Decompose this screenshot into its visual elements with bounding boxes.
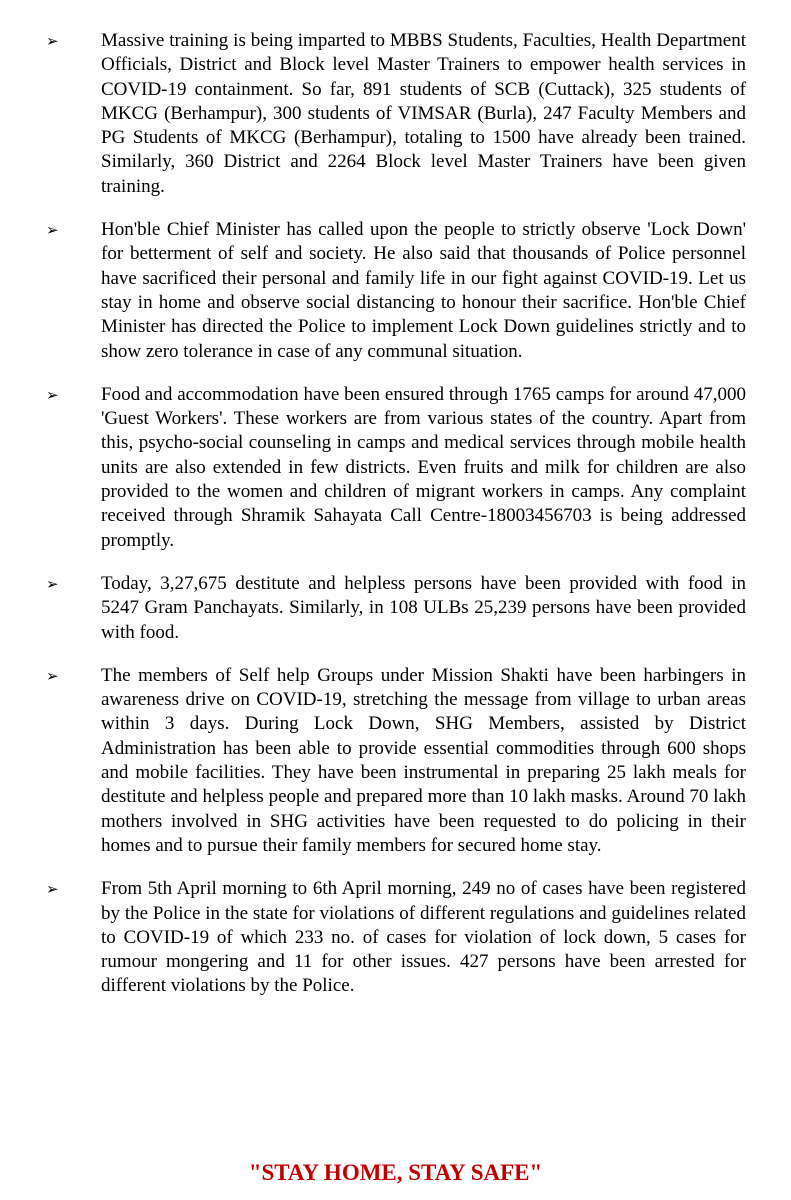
arrow-bullet-icon: ➢	[46, 221, 59, 240]
bullet-text: The members of Self help Groups under Mission Shakti have been harbingers in awareness drive on COVID-19, stretching the message from village to urban areas within 3 days. During Lock Down, SHG Members, assisted by District Administration has been able to provide essential commodities through 600 shops and mobile facilities. They have been instrumental in preparing 25 lakh meals for destitute and helpless people and prepared more than 10 lakh masks. Around 70 lakh mothers involved in SHG activities have been requested to do policing in their homes and to pursue their family members for secured home stay.	[101, 664, 746, 856]
bullet-text: Hon'ble Chief Minister has called upon the people to strictly observe 'Lock Down' for betterment of self and society. He also said that thousands of Police personnel have sacrificed their personal and family life in our fight against COVID-19. Let us stay in home and observe social distancing to honour their sacrifice. Hon'ble Chief Minister has directed the Police to implement Lock Down guidelines strictly and to show zero tolerance in case of any communal situation.	[101, 219, 746, 362]
bullet-item-guest-workers	[0, 383, 746, 553]
bullet-text: Massive training is being imparted to MBBS Students, Faculties, Health Department Officials, District and Block level Master Trainers to empower health services in COVID-19 containment. So far, 891 students of SCB (Cuttack), 325 students of MKCG (Berhampur), 300 students of VIMSAR (Burla), 247 Faculty Members and PG Students of MKCG (Berhampur), totaling to 1500 have already been trained. Similarly, 360 District and 2264 Block level Master Trainers have been given training.	[101, 30, 746, 197]
bullet-list	[0, 29, 791, 1018]
bullet-item-training	[0, 29, 746, 199]
bullet-text: Food and accommodation have been ensured through 1765 camps for around 47,000 'Guest Workers'. These workers are from various states of the country. Apart from this, psycho-social counseling in camps and medical services through mobile health units are also extended in few districts. Even fruits and milk for children are also provided to the women and children of migrant workers in camps. Any complaint received through Shramik Sahayata Call Centre-18003456703 is being addressed promptly.	[101, 383, 746, 551]
arrow-bullet-icon: ➢	[46, 385, 59, 404]
arrow-bullet-icon: ➢	[46, 574, 59, 593]
bullet-item-food-distribution	[0, 572, 746, 645]
arrow-bullet-icon: ➢	[46, 32, 59, 50]
arrow-bullet-icon: ➢	[46, 880, 59, 899]
arrow-bullet-icon: ➢	[46, 666, 59, 685]
bullet-item-chief-minister	[0, 218, 746, 364]
bullet-item-self-help-groups	[0, 664, 746, 858]
footer-slogan: "STAY HOME, STAY SAFE"	[248, 1160, 543, 1185]
bullet-item-police-cases	[0, 877, 746, 998]
bullet-text: Today, 3,27,675 destitute and helpless persons have been provided with food in 5247 Gram Panchayats. Similarly, in 108 ULBs 25,239 persons have been provided with food.	[101, 572, 746, 643]
bullet-text: From 5th April morning to 6th April morning, 249 no of cases have been registered by the Police in the state for violations of different regulations and guidelines related to COVID-19 of which 233 no. of cases for violation of lock down, 5 cases for rumour mongering and 11 for other issues. 427 persons have been arrested for different violations by the Police.	[101, 878, 746, 997]
